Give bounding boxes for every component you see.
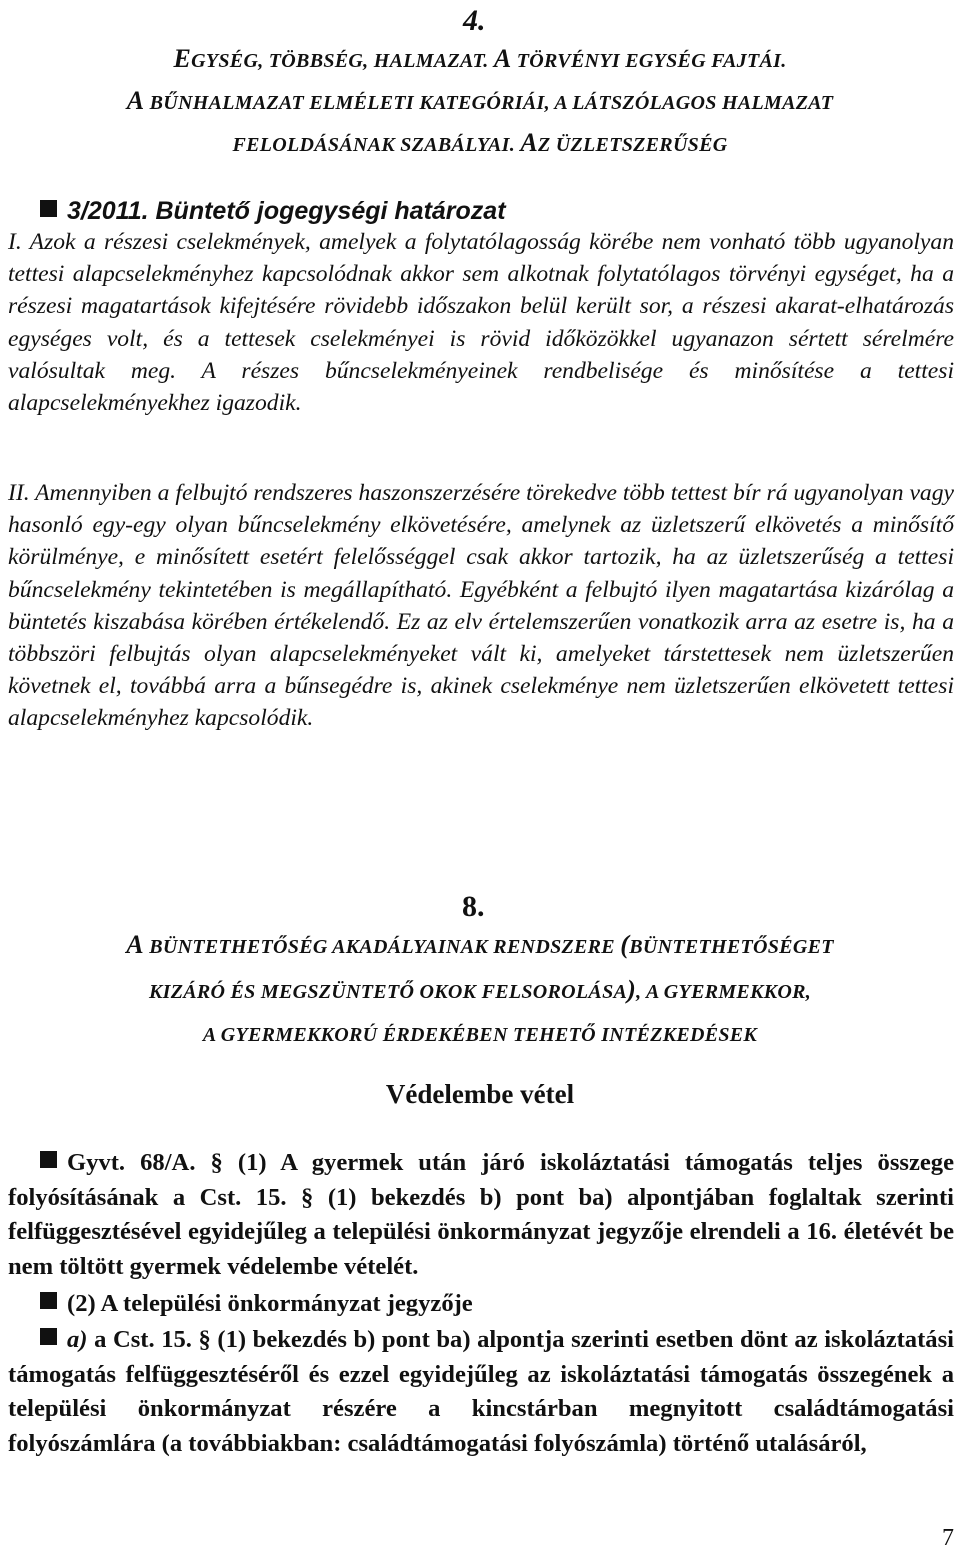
- heading-small-caps: Z ÜZLETSZERŰSÉG: [537, 134, 728, 156]
- paragraph: a) a Cst. 15. § (1) bekezdés b) pont ba) alpontja szerinti esetben dönt az iskoláztatási támogatás felfüggesztéséről és ezzel egyidejűleg az iskoláztatási támogatás összegének a települési önkormányzat részére a kincstárban megnyitott családtámogatási folyószámlára (a továbbiakban: családtámogatási folyószámla) történő utalásáról,: [8, 1326, 954, 1457]
- decision-title: 3/2011. Büntető jogegységi határozat: [40, 197, 506, 226]
- square-bullet-icon: [40, 1151, 57, 1168]
- section-heading-line: [0, 86, 960, 116]
- section-heading-line: [0, 975, 960, 1005]
- section-heading-line: [0, 1018, 960, 1048]
- heading-initial: A: [126, 86, 145, 115]
- heading-initial: A: [520, 128, 538, 157]
- heading-small-caps: BÜNTETHETŐSÉGET: [629, 936, 834, 958]
- heading-initial: A: [493, 44, 512, 73]
- section-number: 4.: [463, 4, 486, 37]
- heading-initial: E: [173, 44, 192, 73]
- square-bullet-icon: [40, 200, 57, 217]
- heading-small-caps: TÖRVÉNYI EGYSÉG FAJTÁI.: [511, 50, 787, 72]
- heading-small-caps: BÜNTETHETŐSÉG AKADÁLYAINAK RENDSZERE: [143, 936, 621, 958]
- heading-small-caps: A GYERMEKKORÚ ÉRDEKÉBEN TEHETŐ INTÉZKEDÉSEK: [202, 1024, 758, 1046]
- section-number: 8.: [462, 890, 485, 923]
- paragraph: (2) A települési önkormányzat jegyzője: [8, 1287, 954, 1322]
- subsection-title: Védelembe vétel: [385, 1079, 575, 1109]
- section-heading-line: [0, 44, 960, 74]
- square-bullet-icon: [40, 1328, 57, 1345]
- section-heading-line: [0, 128, 960, 158]
- paragraph: I. Azok a részesi cselekmények, amelyek a folytatólagosság körébe nem vonható több ugyanolyan tettesi alapcselekményhez kapcsolódnak akkor sem alkotnak folytatólagos törvényi egységet, ha a részesi magatartások kifejtésére rövidebb időszakon belül került sor, a részesi akarat-elhatározás egységes volt, és a tettesek cselekményei is rövid időközökkel ugyanazon sértett sérelmére valósultak meg. A részes bűncselekményeinek rendbelisége és minősítése a tettesi alapcselekményekhez igazodik.: [8, 229, 954, 417]
- heading-small-caps: KIZÁRÓ ÉS MEGSZÜNTETŐ OKOK FELSOROLÁSA: [148, 981, 628, 1003]
- paragraph: Gyvt. 68/A. § (1) A gyermek után járó iskoláztatási támogatás teljes összege folyósításának a Cst. 15. § (1) bekezdés b) pont ba) alpontjában foglaltak szerinti felfüggesztésével egyidejűleg a települési önkormányzat jegyzője elrendeli a 16. életévét be nem töltött gyermek védelembe vételét.: [8, 1149, 954, 1280]
- heading-initial: A: [126, 930, 144, 959]
- heading-initial: (: [620, 930, 630, 959]
- heading-small-caps: FELOLDÁSÁNAK SZABÁLYAI.: [232, 134, 521, 156]
- heading-small-caps: , A GYERMEKKOR,: [636, 981, 812, 1003]
- section-heading-line: [0, 930, 960, 960]
- page-number: 7: [942, 1525, 954, 1551]
- paragraph: II. Amennyiben a felbujtó rendszeres haszonszerzésére törekedve több tettest bír rá ugyanolyan vagy hasonló egy-egy olyan bűncselekmény elkövetésére, amelynek az üzletszerű elkövetés a minősítő körülménye, e minősített esetért felelősséggel csak akkor tartozik, ha az üzletszerűség a tettesi bűncselekmény tekintetében is megállapítható. Egyébként a felbujtó ilyen magatartása kizárólag a büntetés kiszabása körében értékelendő. Ez az elv értelemszerűen vonatkozik arra az esetre is, ha a többszöri felbujtás olyan alapcselekményeket vált ki, amelyeket társtettesek nem üzletszerűen követnek el, továbbá arra a bűnsegédre is, akinek cselekménye nem üzletszerűen elkövetett tettesi alapcselekményhez kapcsolódik.: [8, 480, 954, 732]
- heading-initial: ): [627, 975, 637, 1004]
- heading-small-caps: GYSÉG, TÖBBSÉG, HALMAZAT.: [191, 50, 494, 72]
- heading-small-caps: BŰNHALMAZAT ELMÉLETI KATEGÓRIÁI, A LÁTSZÓLAGOS HALMAZAT: [144, 92, 834, 114]
- square-bullet-icon: [40, 1292, 57, 1309]
